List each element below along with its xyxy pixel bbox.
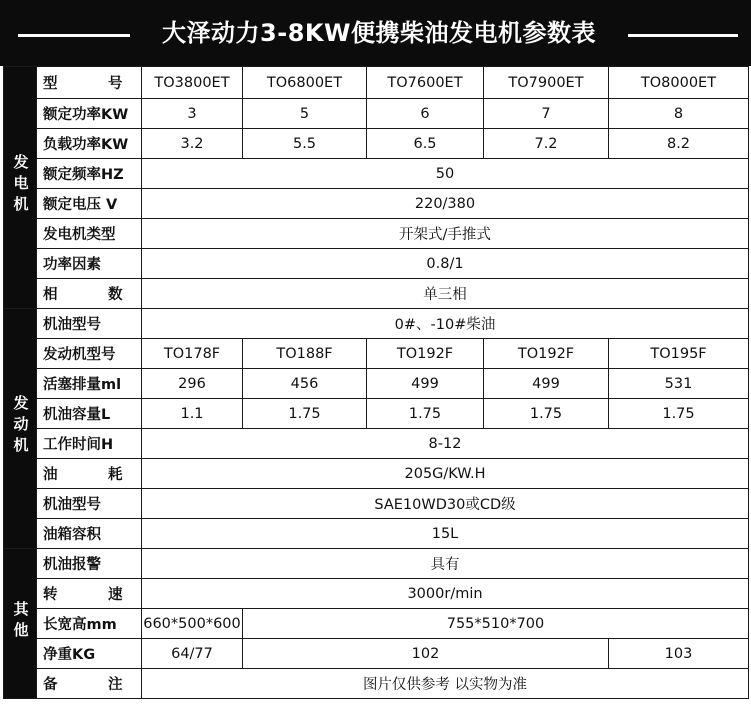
row-label: 机油容量L bbox=[37, 399, 142, 429]
row-label: 备 注 bbox=[37, 669, 142, 699]
table-row bbox=[4, 519, 749, 549]
table-row bbox=[4, 219, 749, 249]
header-rule-right bbox=[628, 34, 738, 37]
table-cell: 755*510*700 bbox=[243, 609, 749, 639]
row-label: 额定电压 V bbox=[37, 189, 142, 219]
row-label: 机油型号 bbox=[37, 489, 142, 519]
row-label: 额定频率HZ bbox=[37, 159, 142, 189]
table-cell: 531 bbox=[609, 369, 749, 399]
row-label: 活塞排量ml bbox=[37, 369, 142, 399]
table-cell: 开架式/手推式 bbox=[142, 219, 749, 249]
table-cell: 5 bbox=[243, 99, 367, 129]
table-row bbox=[4, 369, 749, 399]
table-cell: 660*500*600 bbox=[142, 609, 243, 639]
table-cell: 456 bbox=[243, 369, 367, 399]
table-cell: TO6800ET bbox=[243, 67, 367, 99]
table-cell: 1.75 bbox=[484, 399, 609, 429]
table-cell: 3000r/min bbox=[142, 579, 749, 609]
table-cell: 64/77 bbox=[142, 639, 243, 669]
table-row bbox=[4, 399, 749, 429]
row-label: 额定功率KW bbox=[37, 99, 142, 129]
table-cell: TO7600ET bbox=[367, 67, 484, 99]
table-row bbox=[4, 309, 749, 339]
table-cell: 1.1 bbox=[142, 399, 243, 429]
spec-table bbox=[3, 66, 749, 699]
table-row bbox=[4, 159, 749, 189]
table-cell: 0#、-10#柴油 bbox=[142, 309, 749, 339]
row-label: 相 数 bbox=[37, 279, 142, 309]
table-cell: 3.2 bbox=[142, 129, 243, 159]
header-banner bbox=[0, 0, 751, 66]
table-cell: 1.75 bbox=[243, 399, 367, 429]
table-row bbox=[4, 669, 749, 699]
table-cell: 6 bbox=[367, 99, 484, 129]
header-rule-left bbox=[18, 34, 130, 37]
row-label: 机油报警 bbox=[37, 549, 142, 579]
row-label: 发动机型号 bbox=[37, 339, 142, 369]
table-cell: 单三相 bbox=[142, 279, 749, 309]
row-label: 发电机类型 bbox=[37, 219, 142, 249]
row-label: 转 速 bbox=[37, 579, 142, 609]
table-cell: TO195F bbox=[609, 339, 749, 369]
table-cell: 50 bbox=[142, 159, 749, 189]
table-row bbox=[4, 279, 749, 309]
table-row bbox=[4, 339, 749, 369]
table-cell: 1.75 bbox=[609, 399, 749, 429]
table-row bbox=[4, 489, 749, 519]
table-cell: 5.5 bbox=[243, 129, 367, 159]
table-row bbox=[4, 639, 749, 669]
row-label: 负载功率KW bbox=[37, 129, 142, 159]
table-cell: 296 bbox=[142, 369, 243, 399]
table-row bbox=[4, 67, 749, 99]
group-label-other: 其他 bbox=[4, 549, 37, 699]
table-cell: 102 bbox=[243, 639, 609, 669]
table-cell: 205G/KW.H bbox=[142, 459, 749, 489]
table-cell: SAE10WD30或CD级 bbox=[142, 489, 749, 519]
table-cell: 499 bbox=[367, 369, 484, 399]
table-row bbox=[4, 579, 749, 609]
group-label-generator: 发电机 bbox=[4, 67, 37, 309]
page-title: 大泽动力3-8KW便携柴油发电机参数表 bbox=[162, 19, 596, 47]
table-cell: 15L bbox=[142, 519, 749, 549]
row-label: 工作时间H bbox=[37, 429, 142, 459]
row-label: 功率因素 bbox=[37, 249, 142, 279]
table-row bbox=[4, 549, 749, 579]
table-row bbox=[4, 129, 749, 159]
row-label: 油 耗 bbox=[37, 459, 142, 489]
group-label-engine: 发动机 bbox=[4, 309, 37, 549]
table-cell: 8-12 bbox=[142, 429, 749, 459]
table-cell: 499 bbox=[484, 369, 609, 399]
table-cell: 8.2 bbox=[609, 129, 749, 159]
table-cell: TO3800ET bbox=[142, 67, 243, 99]
table-cell: TO8000ET bbox=[609, 67, 749, 99]
table-row bbox=[4, 609, 749, 639]
table-cell: 具有 bbox=[142, 549, 749, 579]
table-cell: 1.75 bbox=[367, 399, 484, 429]
table-cell: 220/380 bbox=[142, 189, 749, 219]
row-label: 长宽高mm bbox=[37, 609, 142, 639]
table-cell: TO178F bbox=[142, 339, 243, 369]
table-cell: 3 bbox=[142, 99, 243, 129]
table-cell: 7 bbox=[484, 99, 609, 129]
table-cell: TO188F bbox=[243, 339, 367, 369]
row-label: 净重KG bbox=[37, 639, 142, 669]
table-cell: 图片仅供参考 以实物为准 bbox=[142, 669, 749, 699]
table-cell: 8 bbox=[609, 99, 749, 129]
table-row bbox=[4, 429, 749, 459]
table-cell: TO192F bbox=[484, 339, 609, 369]
row-label: 型 号 bbox=[37, 67, 142, 99]
table-cell: TO192F bbox=[367, 339, 484, 369]
row-label: 机油型号 bbox=[37, 309, 142, 339]
table-row bbox=[4, 249, 749, 279]
table-row bbox=[4, 189, 749, 219]
table-cell: 103 bbox=[609, 639, 749, 669]
table-row bbox=[4, 459, 749, 489]
table-cell: 0.8/1 bbox=[142, 249, 749, 279]
table-cell: TO7900ET bbox=[484, 67, 609, 99]
table-cell: 6.5 bbox=[367, 129, 484, 159]
table-row bbox=[4, 99, 749, 129]
table-cell: 7.2 bbox=[484, 129, 609, 159]
row-label: 油箱容积 bbox=[37, 519, 142, 549]
